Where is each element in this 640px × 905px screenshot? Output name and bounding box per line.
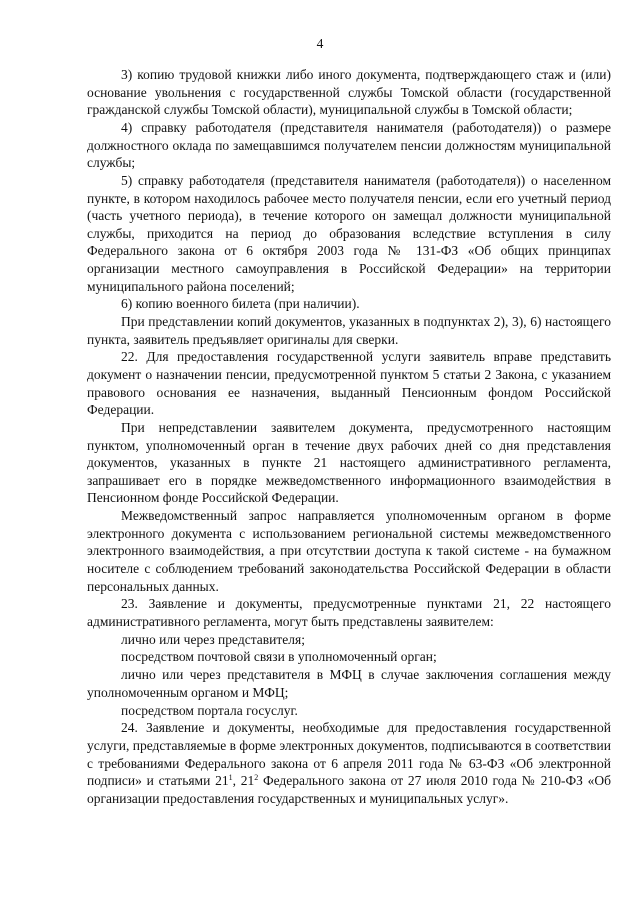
paragraph-22-interagency-request: Межведомственный запрос направляется уполномоченным органом в форме электронного документа с использованием региональной системы межведомственного электронного взаимодействия, а при отсутствии доступа к такой системе - на бумажном носителе с соблюдением требований законодательства Российской Федерации в области персональных данных. [87,508,611,594]
submission-method-portal: посредством портала госуслуг. [121,702,298,718]
paragraph-22-nonsubmission: При непредставлении заявителем документа, предусмотренного настоящим пунктом, уполномоченный орган в течение двух рабочих дней со дня представления документов, указанных в пункте 21 настоящего административного регламента, запрашивает его в порядке межведомственного информационного взаимодействия в Пенсионном фонде Российской Федерации. [87,420,611,506]
paragraph-24 [87,719,611,807]
paragraph-copies-note: При представлении копий документов, указанных в подпунктах 2), 3), 6) настоящего пункта, заявитель предъявляет оригиналы для сверки. [87,314,611,347]
superscript-article-21-2: 2 [254,773,259,783]
submission-method-mfc: лично или через представителя в МФЦ в случае заключения соглашения между уполномоченным органом и МФЦ; [87,667,611,700]
paragraph-24-text-part2: , 21 [232,773,255,789]
superscript-article-21-1: 1 [228,773,233,783]
paragraph-24-text-part3: Федерального закона от 27 июля 2010 года № 210-ФЗ «Об организации предоставления государственных и муниципальных услуг». [87,773,611,806]
submission-method-in-person: лично или через представителя; [121,631,305,647]
paragraph-item-6: 6) копию военного билета (при наличии). [121,296,360,312]
paragraph-item-4: 4) справку работодателя (представителя нанимателя (работодателя)) о размере должностного оклада по замещавшимся получателем пенсии должностям муниципальной службы; [87,119,611,171]
paragraph-22: 22. Для предоставления государственной услуги заявитель вправе представить документ о назначении пенсии, предусмотренной пунктом 5 статьи 2 Закона, с указанием правового основания ее назначения, выданный Пенсионным фондом Российской Федерации. [87,349,611,418]
submission-method-post: посредством почтовой связи в уполномоченный орган; [121,649,437,665]
paragraph-item-3: 3) копию трудовой книжки либо иного документа, подтверждающего стаж и (или) основание увольнения с государственной службы Томской области (государственной гражданской службы Томской области), муниципальной службы в Томской области; [87,67,611,118]
paragraph-24-text-part1: 24. Заявление и документы, необходимые для предоставления государственной услуги, представляемые в форме электронных документов, подписываются в соответствии с требованиями Федерального закона от 6 апреля 2011 года № 63-ФЗ «Об электронной подписи» и статьями 21 [87,720,611,789]
document-body [87,66,611,808]
page-number: 4 [316,36,324,51]
paragraph-23: 23. Заявление и документы, предусмотренные пунктами 21, 22 настоящего административного регламента, могут быть представлены заявителем: [87,596,611,629]
paragraph-item-5: 5) справку работодателя (представителя нанимателя (работодателя)) о населенном пункте, в котором находилось рабочее место получателя пенсии, если его учетный период (часть учетного периода), в течение которого он замещал должности муниципальной службы, приходится на период до образования вследствие вступления в силу Федерального закона от 6 октября 2003 года № 131-ФЗ «Об общих принципах организации местного самоуправления в Российской Федерации» на территории муниципального района поселений; [87,172,611,294]
